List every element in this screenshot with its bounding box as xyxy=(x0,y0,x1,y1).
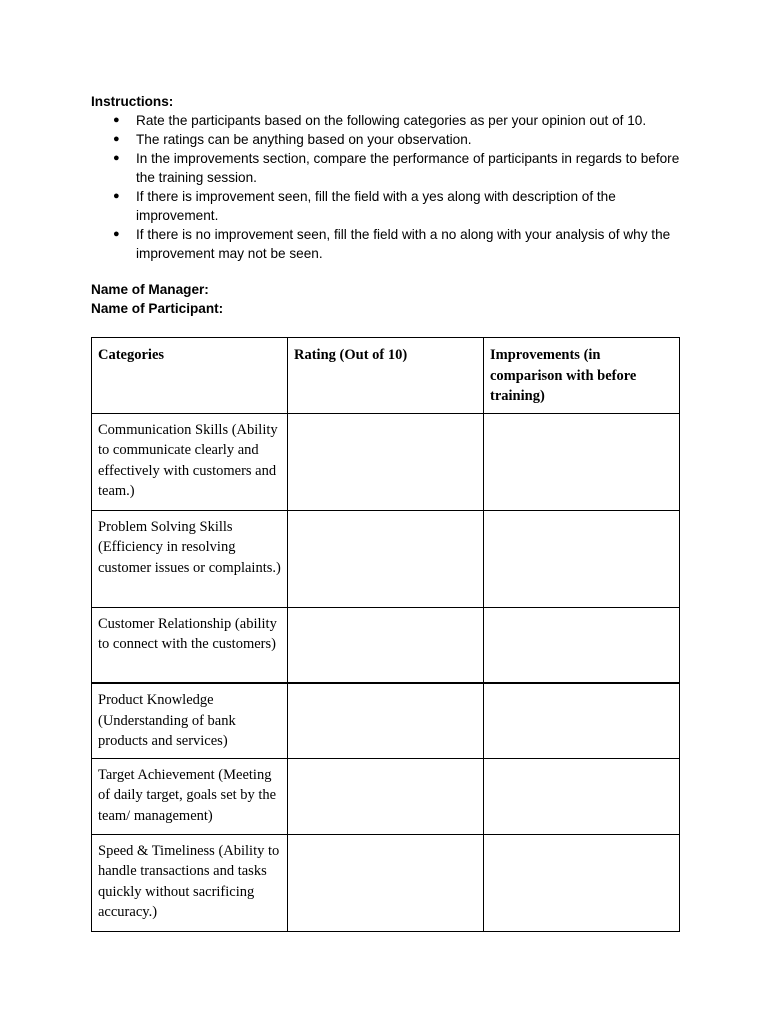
instruction-text: If there is improvement seen, fill the field with a yes along with description of the improvement. xyxy=(136,189,616,223)
rating-cell[interactable] xyxy=(288,510,484,607)
evaluation-table xyxy=(91,337,680,932)
instruction-text: The ratings can be anything based on your observation. xyxy=(136,132,472,147)
improvement-cell[interactable] xyxy=(484,413,680,510)
instruction-item xyxy=(91,225,691,263)
category-cell: Problem Solving Skills (Efficiency in resolving customer issues or complaints.) xyxy=(92,510,288,607)
rating-cell[interactable] xyxy=(288,834,484,931)
instruction-text: If there is no improvement seen, fill the field with a no along with your analysis of why the improvement may not be seen. xyxy=(136,227,671,261)
instructions-section xyxy=(91,92,691,263)
table-row xyxy=(92,683,680,758)
rating-cell[interactable] xyxy=(288,607,484,683)
category-cell: Speed & Timeliness (Ability to handle transactions and tasks quickly without sacrificing accuracy.) xyxy=(92,834,288,931)
instruction-item xyxy=(91,149,691,187)
rating-cell[interactable] xyxy=(288,413,484,510)
participant-name-label: Name of Participant: xyxy=(91,301,224,316)
name-fields xyxy=(91,280,223,318)
category-cell: Customer Relationship (ability to connect with the customers) xyxy=(92,607,288,683)
instruction-text: In the improvements section, compare the performance of participants in regards to before the training session. xyxy=(136,151,680,185)
manager-name-label: Name of Manager: xyxy=(91,282,209,297)
table-row xyxy=(92,758,680,834)
instruction-item xyxy=(91,111,691,130)
header-categories: Categories xyxy=(92,338,288,414)
improvement-cell[interactable] xyxy=(484,607,680,683)
bullet-icon: ● xyxy=(113,133,120,145)
instruction-text: Rate the participants based on the following categories as per your opinion out of 10. xyxy=(136,113,647,128)
header-rating: Rating (Out of 10) xyxy=(288,338,484,414)
table-header-row xyxy=(92,338,680,414)
category-cell: Product Knowledge (Understanding of bank products and services) xyxy=(92,683,288,758)
instruction-item xyxy=(91,187,691,225)
header-improvements: Improvements (in comparison with before training) xyxy=(484,338,680,414)
bullet-icon: ● xyxy=(113,190,120,202)
bullet-icon: ● xyxy=(113,228,120,240)
bullet-icon: ● xyxy=(113,152,120,164)
table-row xyxy=(92,834,680,931)
category-cell: Communication Skills (Ability to communicate clearly and effectively with customers and team.) xyxy=(92,413,288,510)
instructions-heading: Instructions: xyxy=(91,94,174,109)
rating-cell[interactable] xyxy=(288,683,484,758)
instruction-item xyxy=(91,130,691,149)
improvement-cell[interactable] xyxy=(484,510,680,607)
category-cell: Target Achievement (Meeting of daily target, goals set by the team/ management) xyxy=(92,758,288,834)
improvement-cell[interactable] xyxy=(484,834,680,931)
instructions-list xyxy=(91,111,691,263)
table-row xyxy=(92,510,680,607)
improvement-cell[interactable] xyxy=(484,683,680,758)
bullet-icon: ● xyxy=(113,114,120,126)
rating-cell[interactable] xyxy=(288,758,484,834)
improvement-cell[interactable] xyxy=(484,758,680,834)
table-row xyxy=(92,413,680,510)
table-row xyxy=(92,607,680,683)
